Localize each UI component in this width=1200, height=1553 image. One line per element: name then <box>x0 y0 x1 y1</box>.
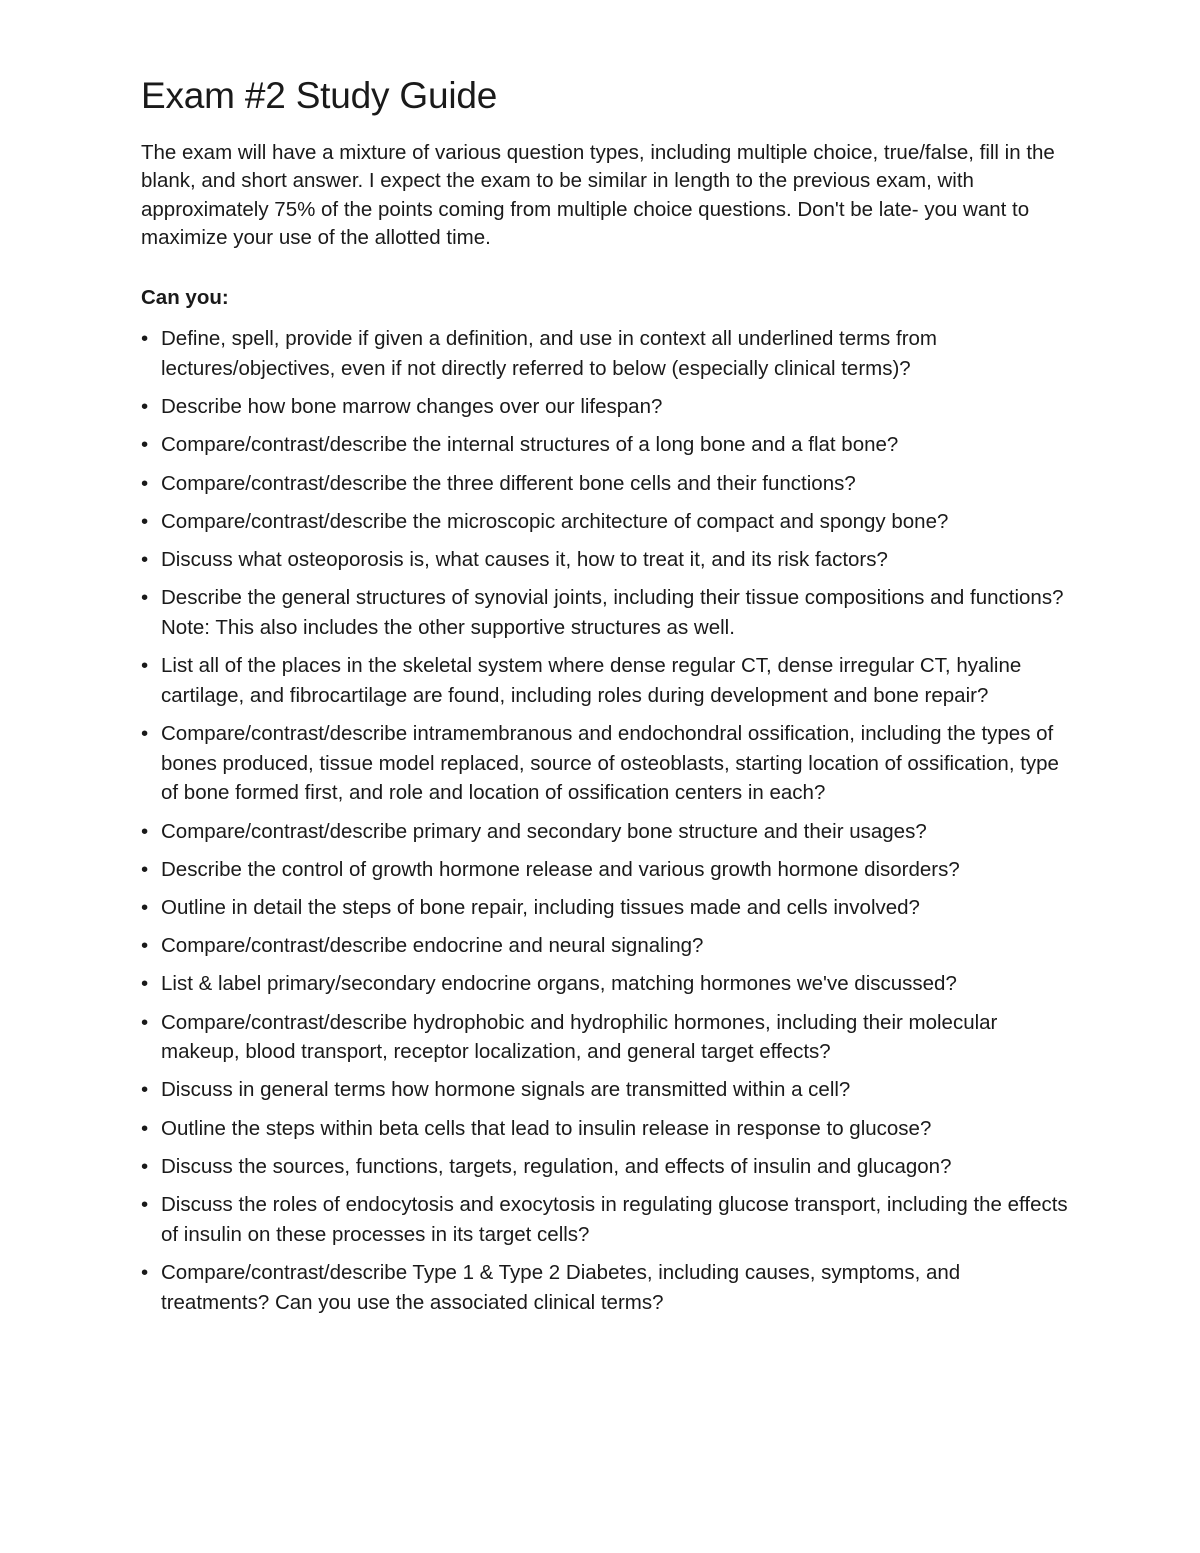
bullet-icon: • <box>141 1193 149 1217</box>
list-item <box>141 1075 1071 1105</box>
list-item <box>141 469 1071 499</box>
list-item-text: Compare/contrast/describe the internal structures of a long bone and a flat bone? <box>161 433 899 457</box>
list-item <box>141 430 1071 460</box>
list-item-text: Compare/contrast/describe hydrophobic and hydrophilic hormones, including their molecular makeup, blood transport, receptor localization, and general target effects? <box>161 1010 998 1064</box>
list-item-text: Define, spell, provide if given a definition, and use in context all underlined terms from lectures/objectives, even if not directly referred to below (especially clinical terms)? <box>161 327 938 380</box>
list-item-text: Compare/contrast/describe primary and secondary bone structure and their usages? <box>161 819 927 843</box>
bullet-icon: • <box>141 972 149 996</box>
bullet-icon: • <box>141 586 149 610</box>
list-item <box>141 324 1071 383</box>
list-item <box>141 855 1071 885</box>
bullet-icon: • <box>141 327 149 351</box>
bullet-icon: • <box>141 721 149 745</box>
list-item <box>141 1008 1071 1067</box>
bullet-icon: • <box>141 471 149 495</box>
bullet-icon: • <box>141 1260 149 1284</box>
list-item-text: Describe the control of growth hormone release and various growth hormone disorders? <box>161 857 960 881</box>
list-item <box>141 893 1071 923</box>
intro-paragraph: The exam will have a mixture of various question types, including multiple choice, true/false, fill in the blank, and short answer. I expect the exam to be similar in length to the previous exam, with approximately 75% of the points coming from multiple choice questions. Don't be late- you want to maximize your use of the allotted time. <box>141 141 1055 249</box>
list-item <box>141 817 1071 847</box>
bullet-icon: • <box>141 395 149 419</box>
list-item-text: Discuss in general terms how hormone signals are transmitted within a cell? <box>161 1078 851 1102</box>
bullet-icon: • <box>141 1116 149 1140</box>
bullet-icon: • <box>141 509 149 533</box>
list-item <box>141 545 1071 575</box>
list-item <box>141 507 1071 537</box>
objectives-list <box>141 324 1071 1317</box>
bullet-icon: • <box>141 1010 149 1034</box>
list-item <box>141 583 1071 642</box>
list-item-text: Outline in detail the steps of bone repair, including tissues made and cells involved? <box>161 895 920 919</box>
list-item-text: List all of the places in the skeletal system where dense regular CT, dense irregular CT, hyaline cartilage, and fibrocartilage are found, including roles during development and bone repair? <box>161 654 1022 707</box>
list-item-text: Compare/contrast/describe endocrine and neural signaling? <box>161 934 704 958</box>
document-title: Exam #2 Study Guide <box>141 75 498 116</box>
bullet-icon: • <box>141 934 149 958</box>
can-you-heading: Can you: <box>141 286 229 310</box>
list-item-text: Compare/contrast/describe intramembranous and endochondral ossification, including the types of bones produced, tissue model replaced, source of osteoblasts, starting location of ossification, type of bone formed first, and role and location of ossification centers in each? <box>161 721 1059 805</box>
list-item <box>141 392 1071 422</box>
list-item <box>141 1258 1071 1317</box>
bullet-icon: • <box>141 895 149 919</box>
list-item <box>141 1114 1071 1144</box>
list-item-text: List & label primary/secondary endocrine organs, matching hormones we've discussed? <box>161 972 957 996</box>
list-item-text: Outline the steps within beta cells that lead to insulin release in response to glucose? <box>161 1116 932 1140</box>
list-item-text: Compare/contrast/describe the three different bone cells and their functions? <box>161 471 856 495</box>
list-item-text: Describe the general structures of synovial joints, including their tissue compositions and functions? Note: This also includes the other supportive structures as well. <box>161 586 1064 639</box>
bullet-icon: • <box>141 433 149 457</box>
list-item-text: Describe how bone marrow changes over our lifespan? <box>161 395 663 419</box>
list-item <box>141 1190 1071 1249</box>
bullet-icon: • <box>141 857 149 881</box>
study-guide-page <box>141 72 1071 1326</box>
bullet-icon: • <box>141 654 149 678</box>
list-item-text: Discuss the sources, functions, targets, regulation, and effects of insulin and glucagon? <box>161 1154 952 1178</box>
list-item-text: Discuss the roles of endocytosis and exocytosis in regulating glucose transport, including the effects of insulin on these processes in its target cells? <box>161 1193 1068 1246</box>
bullet-icon: • <box>141 547 149 571</box>
bullet-icon: • <box>141 819 149 843</box>
bullet-icon: • <box>141 1154 149 1178</box>
bullet-icon: • <box>141 1078 149 1102</box>
list-item <box>141 719 1071 808</box>
list-item-text: Discuss what osteoporosis is, what causes it, how to treat it, and its risk factors? <box>161 547 888 571</box>
list-item <box>141 1152 1071 1182</box>
list-item-text: Compare/contrast/describe Type 1 & Type 2 Diabetes, including causes, symptoms, and treatments? Can you use the associated clinical terms? <box>161 1260 961 1314</box>
list-item <box>141 931 1071 961</box>
list-item <box>141 651 1071 710</box>
list-item-text: Compare/contrast/describe the microscopic architecture of compact and spongy bone? <box>161 509 949 533</box>
list-item <box>141 969 1071 999</box>
